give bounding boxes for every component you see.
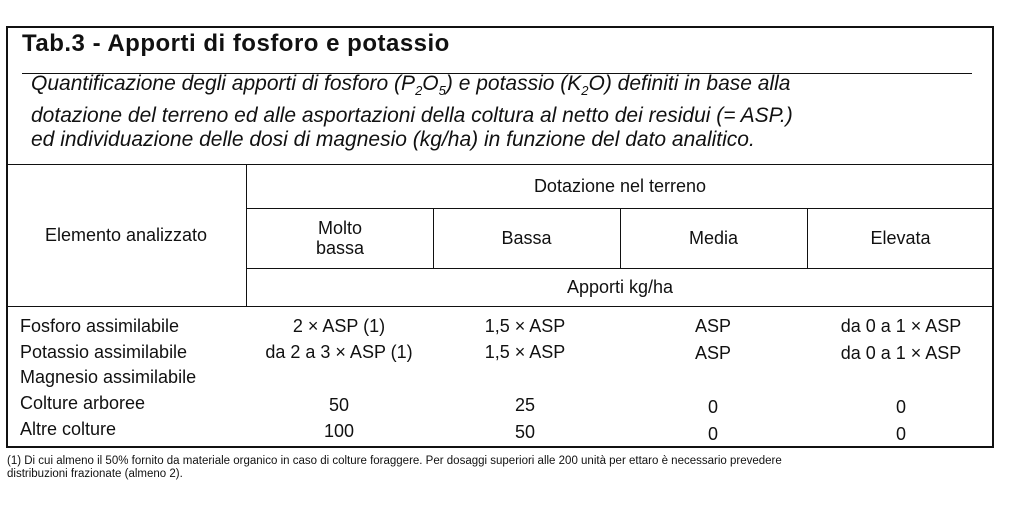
footnote bbox=[7, 455, 997, 481]
cell-altre-elevata: 0 bbox=[895, 424, 907, 444]
cell-fosforo-elevata: da 0 a 1 × ASP bbox=[840, 316, 962, 336]
top-rule bbox=[6, 26, 994, 28]
cell-altre-bassa: 50 bbox=[514, 422, 536, 442]
row-header: Elemento analizzato bbox=[44, 225, 208, 245]
table-title: Tab.3 - Apporti di fosforo e potassio bbox=[22, 30, 450, 57]
table-description bbox=[31, 72, 971, 153]
footnote-line-1: (1) Di cui almeno il 50% fornito da materiale organico in caso di colture foraggere. Per dosaggi superiori alle 200 unità per ettaro è necessario prevedere bbox=[7, 455, 782, 467]
row-label-colture-arboree: Colture arboree bbox=[20, 393, 146, 413]
group-header: Dotazione nel terreno bbox=[533, 176, 707, 196]
column-header-bassa: Bassa bbox=[501, 228, 552, 248]
row-label-potassio: Potassio assimilabile bbox=[20, 342, 188, 362]
row-label-fosforo: Fosforo assimilabile bbox=[20, 316, 180, 336]
cell-fosforo-media: ASP bbox=[694, 316, 732, 336]
cell-fosforo-molto-bassa: 2 × ASP (1) bbox=[292, 316, 386, 336]
cell-arboree-molto-bassa: 50 bbox=[328, 395, 350, 415]
cell-altre-molto-bassa: 100 bbox=[323, 421, 355, 441]
cell-potassio-molto-bassa: da 2 a 3 × ASP (1) bbox=[265, 342, 413, 362]
footnote-line-2: distribuzioni frazionate (almeno 2). bbox=[7, 468, 183, 480]
cell-arboree-elevata: 0 bbox=[895, 397, 907, 417]
column-header-media: Media bbox=[688, 228, 739, 248]
description-line-2: dotazione del terreno ed alle asportazioni della coltura al netto dei residui (= ASP.) bbox=[31, 103, 793, 127]
cell-arboree-media: 0 bbox=[707, 397, 719, 417]
row-label-altre-colture: Altre colture bbox=[20, 419, 117, 439]
cell-potassio-elevata: da 0 a 1 × ASP bbox=[840, 343, 962, 363]
cell-fosforo-bassa: 1,5 × ASP bbox=[484, 316, 566, 336]
cell-altre-media: 0 bbox=[707, 424, 719, 444]
unit-header: Apporti kg/ha bbox=[566, 277, 674, 297]
cell-potassio-bassa: 1,5 × ASP bbox=[484, 342, 566, 362]
header-bottom-rule bbox=[6, 306, 994, 307]
column-header-molto-bassa: Molto bassa bbox=[315, 218, 365, 258]
row-label-magnesio: Magnesio assimilabile bbox=[20, 367, 197, 387]
description-line-3: ed individuazione delle dosi di magnesio (kg/ha) in funzione del dato analitico. bbox=[31, 128, 755, 151]
cell-potassio-media: ASP bbox=[694, 343, 732, 363]
cell-arboree-bassa: 25 bbox=[514, 395, 536, 415]
description-line-1: Quantificazione degli apporti di fosforo $(P_2O_5)$ e potassio $(K_2O)$ definiti in base alla bbox=[31, 72, 791, 98]
column-header-elevata: Elevata bbox=[870, 228, 931, 248]
